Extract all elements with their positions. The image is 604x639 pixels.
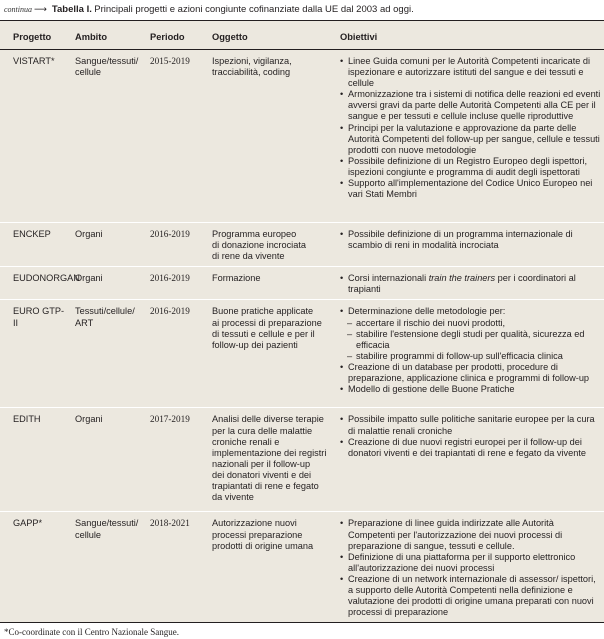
- cell-ambito: Tessuti/cellule/ ART: [72, 300, 147, 408]
- header-periodo: Periodo: [147, 21, 209, 50]
- list-item: [340, 273, 601, 295]
- obiettivo-text: Corsi internazionali: [348, 273, 429, 284]
- cell-obiettivi: [337, 50, 604, 223]
- header-oggetto: Oggetto: [209, 21, 337, 50]
- obiettivo-text: Definizione di una piattaforma per il supporto elettronico all'autorizzazione dei nuovi processi: [348, 551, 576, 573]
- obiettivi-list: [340, 306, 601, 395]
- obiettivo-text-after: per i coordinatori al trapianti: [348, 273, 576, 295]
- obiettivo-text: Armonizzazione tra i sistemi di notifica delle reazioni ed eventi avversi gravi da parte delle Autorità Competenti alla CE per il sangue e per tessuti e cellule incluse quelle riproduttive: [348, 89, 601, 122]
- cell-obiettivi: [337, 267, 604, 300]
- continua-label: continua: [4, 5, 32, 14]
- list-item: [340, 552, 601, 574]
- list-item: [340, 229, 601, 251]
- obiettivo-text: Linee Guida comuni per le Autorità Competenti incaricate di ispezionare e autorizzare istituti del sangue e dei tessuti e cellule: [348, 56, 591, 89]
- obiettivo-text: Possibile definizione di un programma internazionale di scambio di reni in modalità incrociata: [348, 229, 573, 251]
- cell-periodo: 2018-2021: [150, 518, 190, 529]
- footnote: *Co-coordinate con il Centro Nazionale Sangue.: [4, 627, 179, 637]
- cell-ambito: Organi: [72, 408, 147, 512]
- obiettivo-text: Principi per la valutazione e approvazione da parte delle Autorità Competenti del follow-up per sangue, cellule e tessuti prodotti con nuove metodologie: [348, 122, 600, 155]
- obiettivo-italic: train the trainers: [428, 273, 496, 284]
- list-item: [340, 123, 601, 156]
- table-title: Principali progetti e azioni congiunte cofinanziate dalla UE dal 2003 ad oggi.: [94, 4, 414, 15]
- cell-progetto: EDITH: [0, 408, 72, 512]
- list-item: [340, 351, 601, 362]
- cell-ambito: Sangue/tessuti/ cellule: [72, 50, 147, 223]
- obiettivo-text: stabilire l'estensione degli studi per qualità, sicurezza ed efficacia: [356, 328, 585, 350]
- obiettivo-text: Possibile definizione di un Registro Europeo degli ispettori, ispezioni congiunte e programma di audit degli ispettorati: [348, 155, 588, 177]
- cell-ambito: Sangue/tessuti/ cellule: [75, 518, 139, 540]
- obiettivi-list: [340, 229, 601, 251]
- list-item: [340, 89, 601, 122]
- table-body: [0, 50, 604, 636]
- obiettivi-list: [340, 273, 601, 295]
- cell-obiettivi: [337, 408, 604, 512]
- obiettivi-list: [340, 518, 601, 618]
- arrow-right-icon: ⟶: [34, 5, 47, 15]
- cell-periodo: 2015-2019: [147, 50, 209, 223]
- obiettivo-text: stabilire programmi di follow-up sull'efficacia clinica: [356, 350, 563, 361]
- obiettivo-text: Creazione di un database per prodotti, procedure di preparazione, applicazione clinica e programmi di follow-up: [348, 361, 590, 384]
- cell-oggetto: Analisi delle diverse terapie per la cura delle malattie croniche renali e implementazione dei registri nazionali per il follow-up dei donatori viventi e dei trapiantati di rene e fegato da vivente: [209, 408, 337, 512]
- cell-oggetto: Buone pratiche applicate ai processi di preparazione di tessuti e cellule e per il follow-up dei pazienti: [209, 300, 337, 408]
- table-row: [0, 408, 604, 512]
- cell-progetto: EUDONORGAN: [0, 267, 72, 300]
- cell-obiettivi: [337, 512, 604, 636]
- header-progetto: Progetto: [0, 21, 72, 50]
- obiettivi-list: [340, 56, 601, 200]
- list-item: [340, 329, 601, 351]
- list-item: [340, 56, 601, 89]
- cell-oggetto: Formazione: [209, 267, 337, 300]
- table-row: [0, 512, 604, 636]
- obiettivo-text: Supporto all'implementazione del Codice Unico Europeo nei vari Stati Membri: [348, 178, 593, 200]
- table-row: [0, 300, 604, 408]
- obiettivi-list: [340, 414, 601, 458]
- table-header-row: [0, 21, 604, 50]
- cell-periodo: 2016-2019: [147, 267, 209, 300]
- obiettivo-text: accertare il rischio dei nuovi prodotti,: [356, 317, 506, 328]
- cell-ambito: Organi: [72, 223, 147, 267]
- list-item: [340, 362, 601, 384]
- header-ambito: Ambito: [72, 21, 147, 50]
- list-item: [340, 306, 601, 317]
- projects-table: [0, 20, 604, 623]
- cell-progetto: EURO GTP-II: [0, 300, 72, 408]
- cell-obiettivi: [337, 300, 604, 408]
- table-row: [0, 267, 604, 300]
- table-label: Tabella I.: [51, 4, 92, 15]
- obiettivo-text: Determinazione delle metodologie per:: [348, 306, 506, 317]
- obiettivo-text: Preparazione di linee guida indirizzate alle Autorità Competenti per l'autorizzazione dei nuovi processi di preparazione di sangue, tessuti e cellule.: [348, 518, 563, 551]
- obiettivo-text: Creazione di due nuovi registri europei per il follow-up dei donatori viventi e dei trapiantati di rene e fegato da vivente: [348, 436, 587, 458]
- list-item: [340, 414, 601, 436]
- cell-periodo: 2016-2019: [147, 300, 209, 408]
- obiettivo-text: Creazione di un network internazionale di assessor/ ispettori, a supporto delle Autorità Competenti nella definizione e valutazione dei prodotti di origine umana preparati con nuovi processi di preparazione: [348, 573, 596, 618]
- table-row: [0, 223, 604, 267]
- cell-progetto: GAPP*: [13, 518, 43, 529]
- list-item: [340, 318, 601, 329]
- cell-periodo: 2016-2019: [147, 223, 209, 267]
- obiettivo-text: Modello di gestione delle Buone Pratiche: [348, 384, 515, 395]
- cell-oggetto: Ispezioni, vigilanza, tracciabilità, coding: [209, 50, 337, 223]
- list-item: [340, 518, 601, 551]
- list-item: [340, 437, 601, 459]
- list-item: [340, 178, 601, 200]
- cell-progetto: ENCKEP: [0, 223, 72, 267]
- list-item: [340, 384, 601, 395]
- list-item: [340, 574, 601, 618]
- cell-oggetto: Autorizzazione nuovi processi preparazione prodotti di origine umana: [212, 518, 314, 551]
- header-obiettivi: Obiettivi: [337, 21, 604, 50]
- cell-progetto: VISTART*: [0, 50, 72, 223]
- obiettivo-text: Possibile impatto sulle politiche sanitarie europee per la cura di malattie renali croniche: [348, 414, 595, 436]
- cell-oggetto: Programma europeo di donazione incrociata di rene da vivente: [209, 223, 337, 267]
- cell-periodo: 2017-2019: [147, 408, 209, 512]
- cell-ambito: Organi: [72, 267, 147, 300]
- list-item: [340, 156, 601, 178]
- table-caption: [4, 3, 600, 17]
- table-row: [0, 50, 604, 223]
- cell-obiettivi: [337, 223, 604, 267]
